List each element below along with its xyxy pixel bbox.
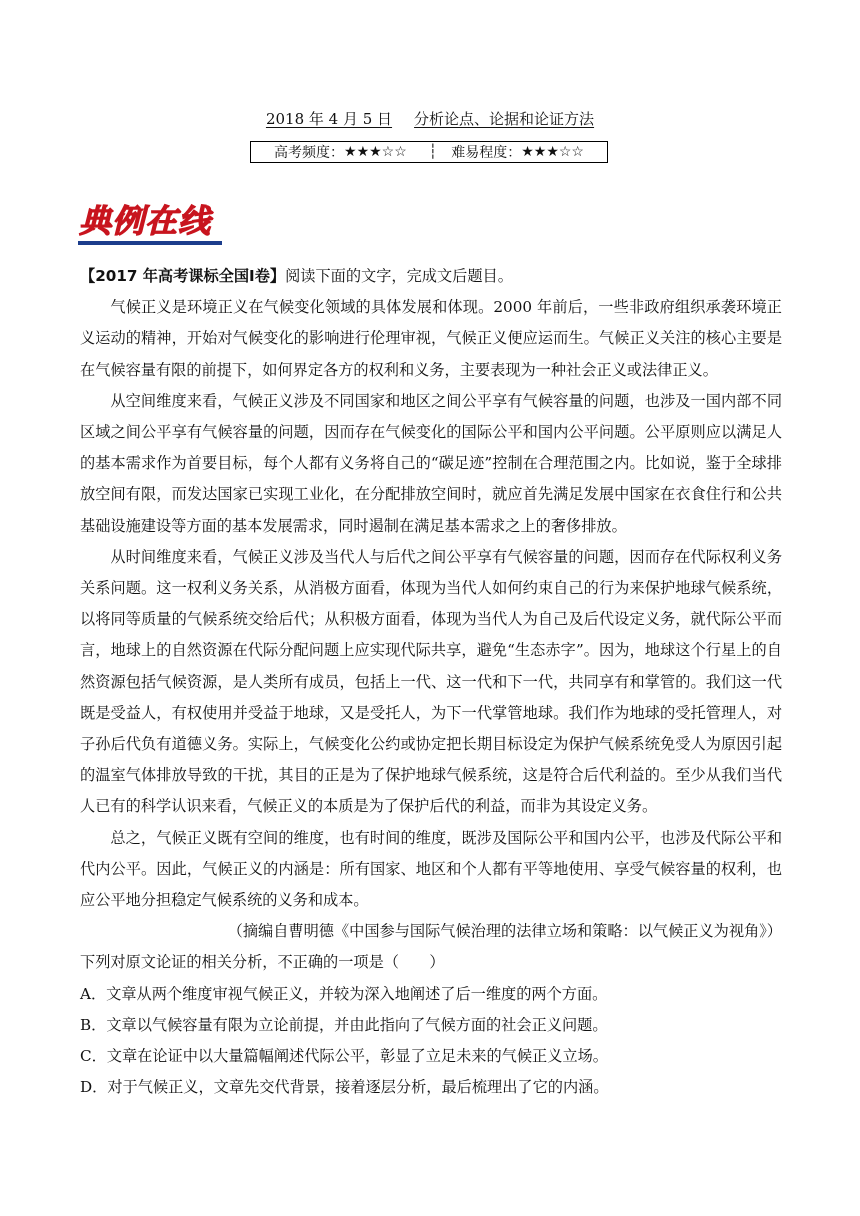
source-tag: 【2017 年高考课标全国Ⅰ卷】 [80,267,286,285]
section-logo [78,198,222,248]
header-topic: 分析论点、论据和论证方法 [414,110,595,128]
passage-paragraph-1: 气候正义是环境正义在气候变化领域的具体发展和体现。2000 年前后，一些非政府组织承袭环境正义运动的精神，开始对气候变化的影响进行伦理审视，气候正义便应运而生。气候正义关注的核心主要是在气候容量有限的前提下，如何界定各方的权利和义务，主要表现为一种社会正义或法律正义。 [80,298,782,379]
document-header [0,108,860,129]
meta-box [250,141,608,163]
difficulty-label: 难易程度： [451,145,522,161]
passage-paragraph-3: 从时间维度来看，气候正义涉及当代人与后代之间公平享有气候容量的问题，因而存在代际权利义务关系问题。这一权利义务关系，从消极方面看，体现为当代人如何约束自己的行为来保护地球气候系统，以将同等质量的气候系统交给后代；从积极方面看，体现为当代人为自己及后代设定义务，就代际公平而言，地球上的自然资源在代际分配问题上应实现代际共享，避免“生态赤字”。因为，地球这个行星上的自然资源包括气候资源，是人类所有成员，包括上一代、这一代和下一代，共同享有和掌管的。我们这一代既是受益人，有权使用并受益于地球，又是受托人，为下一代掌管地球。我们作为地球的受托管理人，对子孙后代负有道德义务。实际上，气候变化公约或协定把长期目标设定为保护气候系统免受人为原因引起的温室气体排放导致的干扰，其目的正是为了保护地球气候系统，这是符合后代利益的。至少从我们当代人已有的科学认识来看，气候正义的本质是为了保护后代的利益，而非为其设定义务。 [80,547,782,816]
question-content [80,261,782,1103]
passage-paragraph-2: 从空间维度来看，气候正义涉及不同国家和地区之间公平享有气候容量的问题，也涉及一国内部不同区域之间公平享有气候容量的问题，因而存在气候变化的国际公平和国内公平问题。公平原则应以满足人的基本需求作为首要目标，每个人都有义务将自己的“碳足迹”控制在合理范围之内。比如说，鉴于全球排放空间有限，而发达国家已实现工业化，在分配排放空间时，就应首先满足发展中国家在衣食住行和公共基础设施建设等方面的基本发展需求，同时遏制在满足基本需求之上的奢侈排放。 [80,391,782,535]
section-logo-graphic [78,198,222,248]
passage-source: （摘编自曹明德《中国参与国际气候治理的法律立场和策略：以气候正义为视角》） [227,922,782,941]
option-c[interactable]: C．文章在论证中以大量篇幅阐述代际公平，彰显了立足未来的气候正义立场。 [80,1047,608,1066]
option-d[interactable]: D．对于气候正义，文章先交代背景，接着逐层分析，最后梳理出了它的内涵。 [80,1078,609,1097]
question-prompt: 下列对原文论证的相关分析，不正确的一项是（ ） [80,953,445,972]
logo-underline [78,241,222,245]
question-intro [80,261,782,292]
frequency-stars: ★★★☆☆ [344,144,407,160]
options-list [80,979,782,1104]
instruction: 阅读下面的文字，完成文后题目。 [285,267,513,285]
difficulty-stars: ★★★☆☆ [521,144,584,160]
meta-separator: ┆ [428,144,438,160]
header-date: 2018 年 4 月 5 日 [265,110,393,128]
svg-text:典例在线: 典例在线 [79,202,212,240]
option-a[interactable]: A．文章从两个维度审视气候正义，并较为深入地阐述了后一维度的两个方面。 [80,984,608,1003]
passage-paragraph-4: 总之，气候正义既有空间的维度，也有时间的维度，既涉及国际公平和国内公平，也涉及代际公平和代内公平。因此，气候正义的内涵是：所有国家、地区和个人都有平等地使用、享受气候容量的权利，也应公平地分担稳定气候系统的义务和成本。 [80,828,782,910]
option-b[interactable]: B．文章以气候容量有限为立论前提，并由此指向了气候方面的社会正义问题。 [80,1015,608,1034]
frequency-label: 高考频度： [274,145,345,161]
